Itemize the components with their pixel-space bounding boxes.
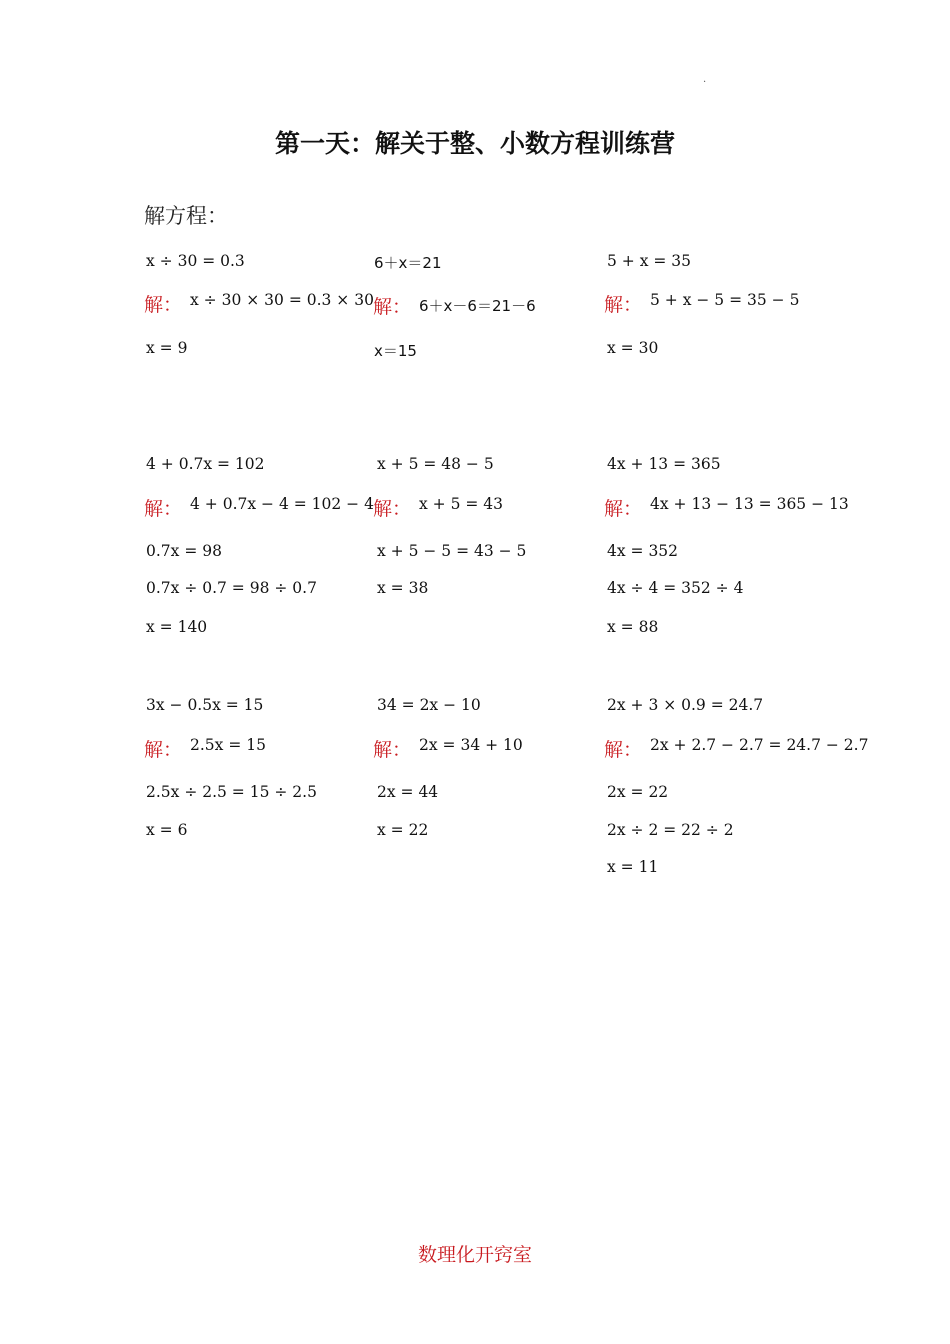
problem-equation: 4 + 0.7x = 102 [146, 455, 265, 473]
solution-step: 4x ÷ 4 = 352 ÷ 4 [607, 579, 744, 597]
solution-line [144, 735, 266, 762]
problem-equation: 6＋x＝21 [374, 254, 442, 272]
solution-equation: 4x + 13 − 13 = 365 − 13 [650, 494, 849, 513]
solution-step: x = 22 [377, 821, 429, 839]
solution-step: x + 5 − 5 = 43 − 5 [377, 542, 527, 560]
solution-equation: 4 + 0.7x − 4 = 102 − 4 [190, 494, 374, 513]
solution-step: 0.7x ÷ 0.7 = 98 ÷ 0.7 [146, 579, 317, 597]
solve-label: 解： [373, 498, 412, 520]
solution-step: x = 9 [146, 339, 188, 357]
solution-step: x = 88 [607, 618, 659, 636]
solution-step: x = 11 [607, 858, 659, 876]
solve-label: 解： [604, 739, 643, 761]
problem-equation: 34 = 2x − 10 [377, 696, 481, 714]
solution-step: 4x = 352 [607, 542, 679, 560]
solve-label: 解： [373, 296, 412, 318]
solution-step: x = 38 [377, 579, 429, 597]
problem-equation: 3x − 0.5x = 15 [146, 696, 264, 714]
solution-equation: 6＋x－6＝21－6 [419, 297, 536, 315]
solution-step: 0.7x = 98 [146, 542, 222, 560]
solve-label: 解： [373, 739, 412, 761]
solution-step: x = 30 [607, 339, 659, 357]
solution-line [604, 494, 849, 521]
solve-label: 解： [144, 294, 183, 316]
footer-brand: 数理化开窍室 [417, 1244, 532, 1266]
solution-step: 2x ÷ 2 = 22 ÷ 2 [607, 821, 734, 839]
stray-dot: . [703, 74, 707, 85]
solution-line [373, 735, 523, 762]
solution-step: 2x = 22 [607, 783, 669, 801]
solution-equation: 2x = 34 + 10 [419, 735, 523, 754]
solution-step: x = 140 [146, 618, 208, 636]
solve-label: 解： [144, 739, 183, 761]
solution-step: x＝15 [374, 342, 417, 360]
solution-equation: 5 + x − 5 = 35 − 5 [650, 290, 800, 309]
page-title: 第一天：解关于整、小数方程训练营 [274, 129, 675, 158]
solution-equation: x + 5 = 43 [419, 494, 504, 513]
problem-equation: x ÷ 30 = 0.3 [146, 252, 245, 270]
section-label: 解方程： [144, 204, 228, 228]
solve-label: 解： [604, 294, 643, 316]
solution-line [144, 494, 374, 521]
problem-equation: 5 + x = 35 [607, 252, 692, 270]
solution-step: x = 6 [146, 821, 188, 839]
solution-line [604, 735, 868, 762]
problem-equation: 4x + 13 = 365 [607, 455, 721, 473]
solution-line [373, 292, 536, 319]
solution-equation: 2x + 2.7 − 2.7 = 24.7 − 2.7 [650, 735, 869, 754]
solution-line [373, 494, 503, 521]
solution-step: 2x = 44 [377, 783, 439, 801]
solve-label: 解： [604, 498, 643, 520]
problem-equation: 2x + 3 × 0.9 = 24.7 [607, 696, 764, 714]
solution-line [144, 290, 374, 317]
solution-equation: 2.5x = 15 [190, 735, 266, 754]
solution-step: 2.5x ÷ 2.5 = 15 ÷ 2.5 [146, 783, 317, 801]
solve-label: 解： [144, 498, 183, 520]
problem-equation: x + 5 = 48 − 5 [377, 455, 494, 473]
solution-equation: x ÷ 30 × 30 = 0.3 × 30 [190, 290, 374, 309]
solution-line [604, 290, 799, 317]
